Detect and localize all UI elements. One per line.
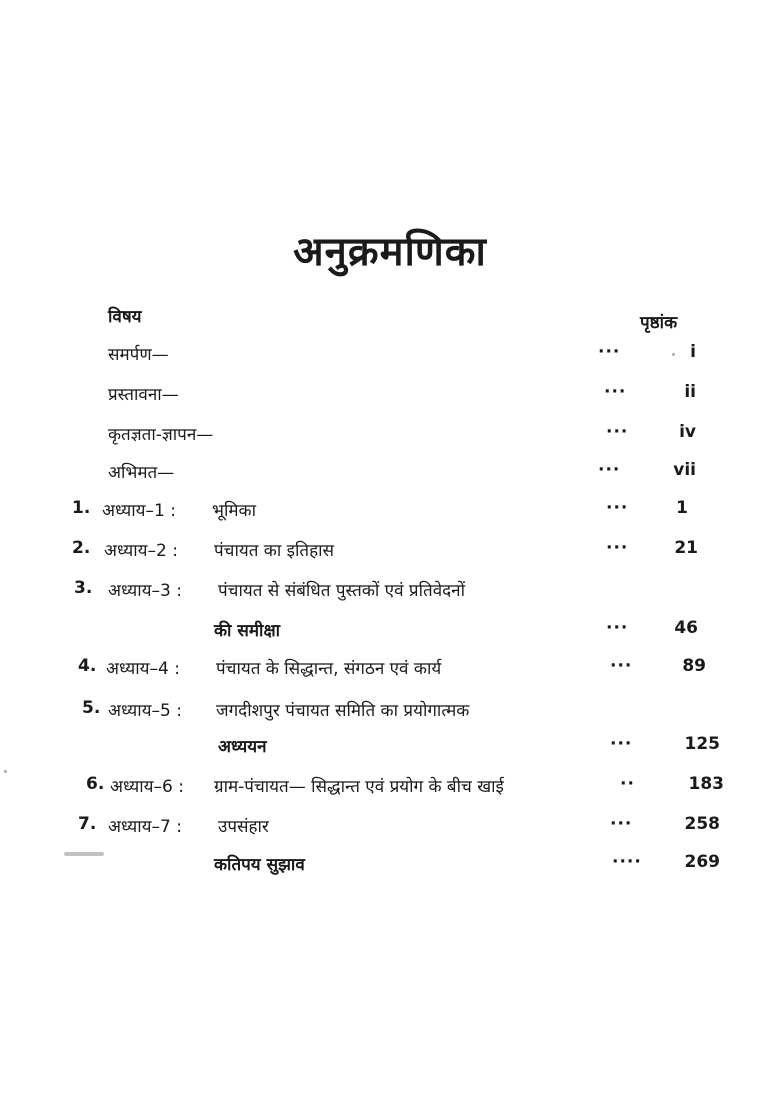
page-number: 269	[684, 852, 720, 872]
toc-entry-continuation	[0, 618, 780, 648]
dot-leader: ····	[612, 852, 642, 872]
chapter-label: अध्याय–7 :	[108, 817, 182, 837]
page-number: vii	[673, 460, 696, 480]
dot-leader: ···	[610, 814, 633, 834]
toc-entry	[0, 656, 780, 686]
toc-entry	[0, 774, 780, 804]
dot-leader: ···	[610, 656, 633, 676]
toc-entry	[0, 814, 780, 844]
page-number: 21	[674, 538, 698, 558]
toc-entry	[0, 382, 780, 412]
dot-leader: ···	[604, 382, 627, 402]
page-number: 46	[674, 618, 698, 638]
dot-leader: ··	[620, 774, 635, 794]
page-number: ii	[684, 382, 696, 402]
toc-entry	[0, 578, 780, 608]
chapter-title: जगदीशपुर पंचायत समिति का प्रयोगात्मक	[216, 701, 470, 721]
chapter-title: पंचायत का इतिहास	[214, 541, 335, 561]
dot-leader: ···	[598, 342, 621, 362]
dot-leader: ···	[606, 618, 629, 638]
ink-speck	[4, 770, 7, 773]
page-number: 1	[676, 498, 688, 518]
page-number: i	[690, 342, 696, 362]
dot-leader: ···	[606, 498, 629, 518]
chapter-title: पंचायत से संबंधित पुस्तकों एवं प्रतिवेदनों	[218, 581, 466, 601]
toc-entry	[0, 538, 780, 568]
entry-label: कतिपय सुझाव	[214, 855, 305, 875]
dot-leader: ···	[598, 460, 621, 480]
dot-leader: ···	[606, 422, 629, 442]
entry-number: 3.	[74, 578, 93, 598]
chapter-title: भूमिका	[212, 501, 256, 521]
chapter-title-continuation: अध्ययन	[218, 737, 267, 757]
entry-number: 1.	[72, 498, 91, 518]
entry-label: समर्पण—	[108, 345, 169, 365]
chapter-title: पंचायत के सिद्धान्त, संगठन एवं कार्य	[216, 659, 442, 679]
toc-entry	[0, 342, 780, 372]
entry-number: 6.	[86, 774, 105, 794]
chapter-title: ग्राम-पंचायत— सिद्धान्त एवं प्रयोग के बीच खाई	[214, 777, 504, 797]
ink-speck	[672, 353, 675, 356]
dot-leader: ···	[610, 734, 633, 754]
ink-smudge	[64, 852, 104, 856]
entry-number: 4.	[78, 656, 97, 676]
subject-header: विषय	[108, 307, 142, 327]
entry-number: 7.	[78, 814, 97, 834]
entry-number: 2.	[72, 538, 91, 558]
entry-label: कृतज्ञता-ज्ञापन—	[108, 425, 214, 445]
chapter-label: अध्याय–1 :	[102, 501, 176, 521]
dot-leader: ···	[606, 538, 629, 558]
page-number: 258	[684, 814, 720, 834]
toc-entry	[0, 422, 780, 452]
page-number: 183	[688, 774, 724, 794]
chapter-label: अध्याय–5 :	[108, 701, 182, 721]
chapter-label: अध्याय–6 :	[110, 777, 184, 797]
chapter-title: उपसंहार	[218, 817, 269, 837]
page-header: पृष्ठांक	[640, 313, 678, 333]
toc-entry	[0, 460, 780, 490]
entry-label: अभिमत—	[108, 463, 175, 483]
entry-label: प्रस्तावना—	[108, 385, 179, 405]
chapter-title-continuation: की समीक्षा	[214, 621, 281, 641]
chapter-label: अध्याय–2 :	[104, 541, 178, 561]
page-number: iv	[679, 422, 696, 442]
toc-entry	[0, 498, 780, 528]
page-title: अनुक्रमणिका	[293, 229, 487, 275]
entry-number: 5.	[82, 698, 101, 718]
toc-entry-continuation	[0, 734, 780, 764]
chapter-label: अध्याय–4 :	[106, 659, 180, 679]
page-number: 125	[684, 734, 720, 754]
page-number: 89	[682, 656, 706, 676]
toc-entry	[0, 852, 780, 882]
chapter-label: अध्याय–3 :	[108, 581, 182, 601]
toc-entry	[0, 698, 780, 728]
